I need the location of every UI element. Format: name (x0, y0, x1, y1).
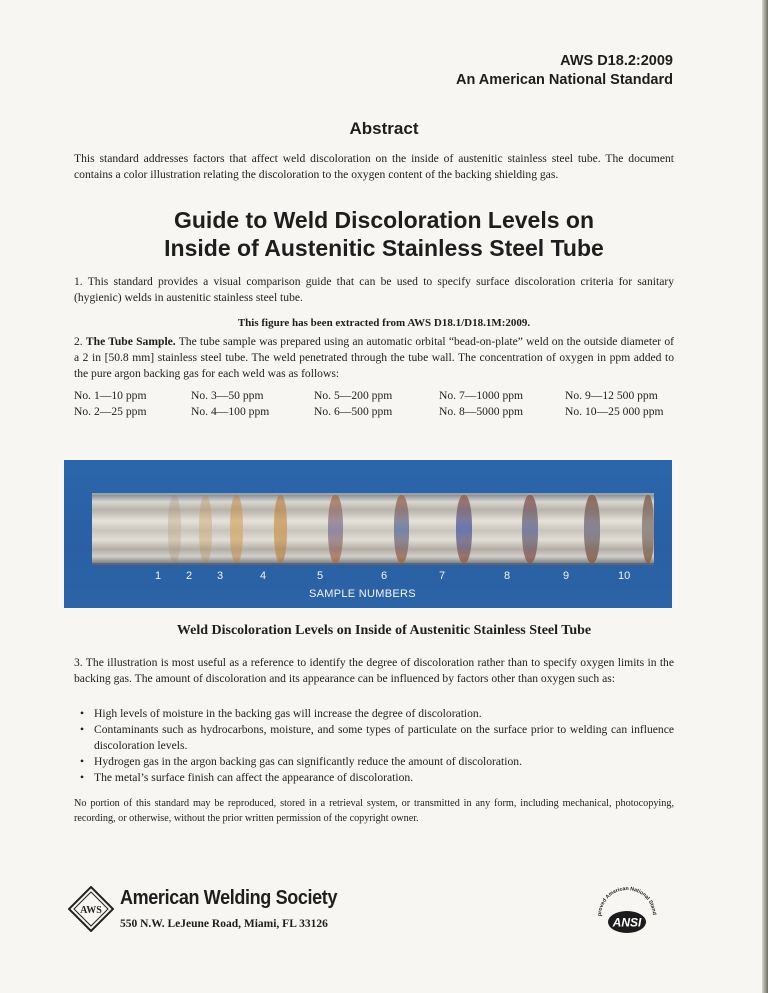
ppm-column-5 (565, 388, 664, 420)
list-item: • High levels of moisture in the backing gas will increase the degree of discoloration. (80, 706, 674, 722)
standard-id: AWS D18.2:2009 (560, 53, 673, 69)
sample-number: 9 (563, 570, 570, 582)
aws-logo (68, 886, 114, 932)
list-item: • The metal’s surface finish can affect the appearance of discoloration. (80, 770, 674, 786)
ppm-column-4 (439, 388, 523, 420)
sample-number: 3 (217, 570, 224, 582)
sample-number: 8 (504, 570, 511, 582)
aws-logo-text: AWS (80, 905, 102, 916)
weld-ring-7 (456, 495, 472, 563)
ppm-item: No. 7—1000 ppm (439, 389, 524, 402)
ppm-item: No. 5—200 ppm (314, 389, 393, 402)
paragraph-2-heading: The Tube Sample. (85, 335, 176, 348)
standard-header (456, 52, 673, 90)
abstract-title: Abstract (349, 119, 419, 138)
sample-number: 4 (260, 570, 267, 582)
ppm-item: No. 1—10 ppm (74, 389, 147, 402)
page-edge-shadow (762, 0, 768, 993)
sample-number: 6 (381, 570, 388, 582)
sample-number: 10 (618, 570, 631, 582)
weld-ring-5 (328, 495, 343, 563)
organization-address: 550 N.W. LeJeune Road, Miami, FL 33126 (120, 918, 328, 930)
figure-source-note: This figure has been extracted from AWS D18.1/D18.1M:2009. (237, 317, 531, 329)
ppm-item: No. 2—25 ppm (74, 405, 147, 418)
abstract-text: This standard addresses factors that affect weld discoloration on the inside of austenitic stainless steel tube. The document contains a color illustration relating the discoloration to the oxygen content of the backing shielding gas. (74, 152, 674, 181)
paragraph-3: 3. The illustration is most useful as a reference to identify the degree of discoloration rather than to specify oxygen limits in the backing gas. The amount of discoloration and its appearance can be influenced by factors other than oxygen such as: (74, 656, 674, 685)
weld-ring-10 (642, 495, 654, 563)
weld-ring-2 (199, 495, 212, 563)
tube-sample-photo (64, 460, 672, 608)
ppm-column-1 (74, 388, 146, 420)
weld-ring-1 (168, 495, 181, 563)
ppm-item: No. 6—500 ppm (314, 405, 393, 418)
ppm-item: No. 9—12 500 ppm (565, 389, 658, 402)
ansi-ring-text: proved American National Stand (596, 885, 658, 917)
paragraph-2 (74, 334, 674, 382)
standard-type: An American National Standard (455, 72, 673, 88)
weld-ring-6 (394, 495, 409, 563)
factor-list (80, 706, 674, 786)
weld-ring-3 (230, 495, 243, 563)
ansi-logo (592, 882, 662, 944)
figure-caption: Weld Discoloration Levels on Inside of Austenitic Stainless Steel Tube (176, 623, 592, 638)
sample-number: 1 (155, 570, 162, 582)
ppm-item: No. 8—5000 ppm (439, 405, 524, 418)
ppm-item: No. 4—100 ppm (191, 405, 270, 418)
copyright-notice: No portion of this standard may be reproduced, stored in a retrieval system, or transmitted in any form, including mechanical, photocopying, recording, or otherwise, without the prior written permission of the copyright owner. (74, 798, 674, 824)
main-title-line-1: Guide to Weld Discoloration Levels on (173, 207, 595, 233)
main-title-line-2: Inside of Austenitic Stainless Steel Tube (164, 235, 604, 261)
paragraph-2-number: 2. (74, 335, 86, 348)
paragraph-2-text: The tube sample was prepared using an automatic orbital “bead-on-plate” weld on the outside diameter of a 2 in [50.8 mm] stainless steel tube. The weld penetrated through the tube wall. The concentration of oxygen in ppm added to the pure argon backing gas for each weld was as follows: (74, 335, 674, 380)
paragraph-1: 1. This standard provides a visual comparison guide that can be used to specify surface discoloration criteria for sanitary (hygienic) welds in austenitic stainless steel tube. (74, 275, 674, 304)
main-title (0, 206, 768, 262)
sample-numbers-label: SAMPLE NUMBERS (309, 588, 416, 600)
weld-ring-9 (584, 495, 600, 563)
organization-name: American Welding Society (120, 887, 338, 909)
ansi-logo-text: ANSI (612, 915, 642, 930)
ppm-column-3 (314, 388, 392, 420)
tube-cutaway (92, 493, 654, 565)
sample-number: 7 (439, 570, 446, 582)
weld-ring-4 (274, 495, 287, 563)
sample-number: 5 (317, 570, 324, 582)
list-item: • Contaminants such as hydrocarbons, moisture, and some types of particulate on the surface prior to welding can influence discoloration levels. (80, 722, 674, 754)
weld-ring-8 (522, 495, 538, 563)
ppm-column-2 (191, 388, 269, 420)
list-item: • Hydrogen gas in the argon backing gas can significantly reduce the amount of discoloration. (80, 754, 674, 770)
sample-number: 2 (186, 570, 193, 582)
ppm-item: No. 10—25 000 ppm (565, 405, 664, 418)
ppm-item: No. 3—50 ppm (191, 389, 264, 402)
